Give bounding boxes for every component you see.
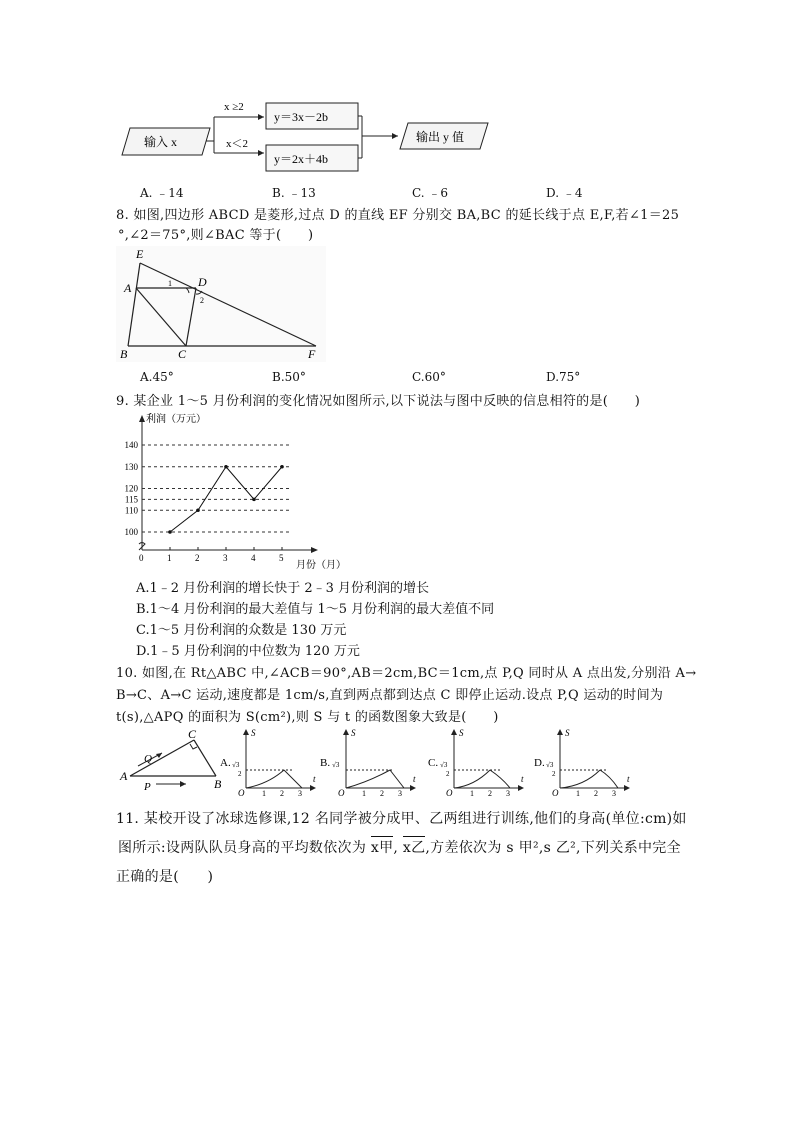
chart-x-arrow: [311, 547, 318, 553]
chart-y-tick-label: 120: [124, 483, 138, 494]
q11-text-line1: 11. 某校开设了冰球选修课,12 名同学被分成甲、乙两组进行训练,他们的身高(单位:cm)如: [116, 811, 687, 827]
chart-data-point: [168, 530, 172, 534]
fig8-label-f: F: [308, 347, 316, 361]
graph-a-o: O: [238, 788, 245, 798]
graph-a-tick1: 1: [262, 789, 266, 798]
fig8-angle-1: 1: [168, 279, 172, 288]
rhombus-figure: [116, 246, 326, 362]
chart-x-tick-label: 2: [195, 553, 200, 563]
graph-b-sqrt3: √3: [332, 761, 340, 769]
chart-data-point: [224, 465, 228, 469]
graph-d-tick1: 1: [576, 789, 580, 798]
q11-line2-post: ,方差依次为 s 甲²,s 乙²,下列关系中完全: [425, 840, 681, 856]
graph-a-label: A.: [220, 757, 231, 769]
graph-a-sqrt3: √3: [232, 761, 240, 769]
graph-b-o: O: [338, 788, 345, 798]
q7-option-b: B. ﹣13: [272, 186, 316, 200]
fig8-label-d: D: [198, 275, 207, 289]
graph-c-tick2: 2: [488, 789, 492, 798]
fig8-label-c: C: [178, 347, 187, 361]
graph-option-a: [218, 726, 318, 796]
fig8-label-b: B: [120, 347, 128, 361]
tri-label-a: A: [120, 769, 128, 783]
graph-c-label: C.: [428, 757, 439, 769]
fig8-angle-2: 2: [200, 296, 204, 305]
q9-option-c: C.1～5 月份利润的众数是 130 万元: [136, 623, 347, 638]
graph-d-o: O: [552, 788, 559, 798]
q7-option-a: A. ﹣14: [140, 186, 184, 200]
graph-b-tick2: 2: [380, 789, 384, 798]
profit-line-chart: [124, 410, 350, 571]
triangle-figure: [116, 728, 226, 794]
graph-d-sqrt3: √3: [546, 761, 554, 769]
graph-a-tick2: 2: [280, 789, 284, 798]
graph-c-sqrt3: √3: [440, 761, 448, 769]
chart-x-tick-label: 3: [223, 553, 228, 563]
tri-label-p: P: [144, 781, 151, 793]
flow-box-top-text: y＝3x－2b: [274, 110, 329, 124]
graph-a-two: 2: [238, 770, 242, 778]
q7-option-d: D. ﹣4: [546, 186, 583, 200]
graph-option-d: [532, 726, 632, 796]
q11-line2-pre: 图所示:设两队队员身高的平均数依次为: [118, 840, 367, 856]
graph-d-t: t: [627, 774, 630, 784]
q7-option-c: C. ﹣6: [412, 186, 449, 200]
tri-label-b: B: [214, 777, 222, 791]
graph-option-b: [318, 726, 418, 796]
chart-x-tick-label: 5: [279, 553, 284, 563]
q9-option-d: D.1﹣5 月份利润的中位数为 120 万元: [136, 644, 360, 659]
graph-d-label: D.: [534, 757, 545, 769]
graph-a-tick3: 3: [298, 789, 302, 798]
chart-x-tick-label: 0: [139, 553, 144, 563]
chart-y-arrow: [139, 415, 145, 422]
q9-option-a: A.1﹣2 月份利润的增长快于 2﹣3 月份利润的增长: [136, 581, 430, 596]
q8-option-a: A.45°: [140, 370, 174, 384]
tri-label-c: C: [188, 727, 197, 741]
graph-b-s: S: [351, 728, 356, 738]
chart-xlabel: 月份（月）: [296, 560, 346, 571]
graph-option-c: [426, 726, 526, 796]
xbar-jia: x甲: [371, 836, 394, 857]
chart-x-tick-label: 4: [251, 553, 256, 563]
chart-y-tick-label: 130: [124, 461, 138, 472]
graph-b-label: B.: [320, 757, 331, 769]
graph-c-s: S: [459, 728, 464, 738]
graph-c-tick3: 3: [506, 789, 510, 798]
graph-c-two: 2: [446, 770, 450, 778]
chart-y-tick-label: 115: [124, 494, 138, 505]
chart-y-tick-label: 110: [124, 505, 138, 516]
flow-input-text: 输入 x: [144, 135, 178, 149]
q8-option-c: C.60°: [412, 370, 446, 384]
tri-label-q: Q: [144, 753, 152, 765]
chart-data-point: [252, 498, 256, 502]
graph-b-t: t: [413, 774, 416, 784]
chart-data-point: [196, 508, 200, 512]
graph-c-tick1: 1: [470, 789, 474, 798]
graph-d-two: 2: [552, 770, 556, 778]
flow-cond-bot: x＜2: [226, 138, 248, 150]
graph-a-s: S: [251, 728, 256, 738]
flow-output-text: 输出 y 值: [416, 130, 465, 144]
chart-y-tick-label: 140: [124, 440, 138, 450]
fig8-label-a: A: [124, 281, 132, 295]
chart-data-point: [280, 465, 284, 469]
graph-d-tick2: 2: [594, 789, 598, 798]
graph-d-s: S: [565, 728, 570, 738]
xbar-yi: x乙: [403, 836, 426, 857]
graph-c-o: O: [446, 788, 453, 798]
chart-x-tick-label: 1: [167, 553, 172, 563]
flow-cond-top: x ≥2: [224, 101, 244, 113]
q8-option-b: B.50°: [272, 370, 306, 384]
graph-d-tick3: 3: [612, 789, 616, 798]
q10-text-line3: t(s),△APQ 的面积为 S(cm²),则 S 与 t 的函数图象大致是( ): [116, 710, 499, 725]
q10-text-line1: 10. 如图,在 Rt△ABC 中,∠ACB＝90°,AB＝2cm,BC＝1cm,点 P,Q 同时从 A 点出发,分别沿 A→: [116, 666, 697, 681]
chart-ylabel: 利润（万元）: [146, 414, 206, 425]
flow-box-bot-text: y＝2x＋4b: [274, 152, 329, 166]
q11-text-line2: 图所示:设两队队员身高的平均数依次为 x甲, x乙,方差依次为 s 甲²,s 乙²,下列关系中完全: [118, 836, 681, 857]
q8-option-d: D.75°: [546, 370, 581, 384]
q11-text-line3: 正确的是( ): [116, 869, 214, 885]
graph-b-tick1: 1: [362, 789, 366, 798]
graph-a-t: t: [313, 774, 316, 784]
q8-text-line2: °,∠2＝75°,则∠BAC 等于( ): [118, 228, 314, 243]
graph-b-tick3: 3: [398, 789, 402, 798]
fig8-label-e: E: [136, 247, 144, 261]
chart-y-tick-label: 100: [124, 527, 138, 537]
q9-text-line1: 9. 某企业 1～5 月份利润的变化情况如图所示,以下说法与图中反映的信息相符的是( ): [116, 394, 641, 409]
q10-text-line2: B→C、A→C 运动,速度都是 1cm/s,直到两点都到达点 C 即停止运动.设点 P,Q 运动的时间为: [116, 688, 664, 703]
flowchart-figure: [118, 95, 493, 180]
q9-option-b: B.1～4 月份利润的最大差值与 1～5 月份利润的最大差值不同: [136, 602, 495, 617]
q8-text-line1: 8. 如图,四边形 ABCD 是菱形,过点 D 的直线 EF 分别交 BA,BC 的延长线于点 E,F,若∠1＝25: [116, 208, 680, 223]
graph-c-t: t: [521, 774, 524, 784]
